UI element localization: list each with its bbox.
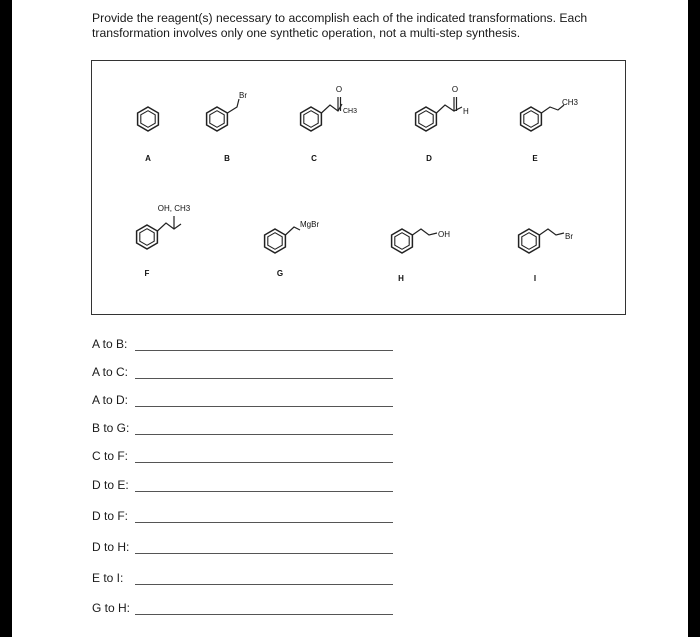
answer-label: D to E:	[92, 478, 129, 492]
compound-i	[519, 229, 574, 283]
oxygen-c: O	[335, 85, 343, 94]
sub-mgbr-g: MgBr	[300, 220, 320, 229]
right-black-border	[688, 0, 700, 637]
sub-ch3-e: CH3	[562, 98, 579, 107]
answer-label: D to H:	[92, 540, 130, 554]
answer-row-d-to-f	[92, 508, 402, 524]
sub-ch3-c: CH3	[343, 108, 358, 115]
label-a: A	[145, 154, 151, 163]
structures-svg	[92, 61, 627, 316]
answer-row-e-to-i	[92, 570, 402, 586]
answer-row-g-to-h	[92, 600, 402, 616]
left-black-border	[0, 0, 12, 637]
compound-a	[138, 107, 159, 163]
answer-blank[interactable]	[135, 553, 393, 554]
answer-blank[interactable]	[135, 462, 393, 463]
label-i: I	[533, 274, 537, 283]
compound-h	[392, 229, 451, 283]
answer-row-c-to-f	[92, 448, 402, 464]
answer-blank[interactable]	[135, 434, 393, 435]
answer-row-b-to-g	[92, 420, 402, 436]
answer-blank[interactable]	[135, 350, 393, 351]
compound-b	[207, 91, 248, 163]
answer-label: A to B:	[92, 337, 128, 351]
answer-label: G to H:	[92, 601, 131, 615]
label-h: H	[398, 274, 404, 283]
compound-e	[521, 98, 579, 163]
answer-row-a-to-b	[92, 336, 402, 352]
answer-blank[interactable]	[135, 522, 393, 523]
label-c: C	[311, 154, 317, 163]
sub-br-b: Br	[239, 91, 247, 100]
compound-g	[265, 220, 320, 278]
label-b: B	[224, 154, 230, 163]
sub-oh-ch3-f: OH, CH3	[157, 204, 191, 213]
label-f: F	[144, 269, 150, 278]
answer-blank[interactable]	[135, 614, 393, 615]
answer-blank[interactable]	[135, 584, 393, 585]
answer-label: A to C:	[92, 365, 129, 379]
answer-label: E to I:	[92, 571, 124, 585]
answer-blank[interactable]	[135, 378, 393, 379]
instructions-text: Provide the reagent(s) necessary to accomplish each of the indicated transformations. Each transformation involves only one synthetic operation, not a multi-step synthesis.	[92, 11, 588, 40]
label-d: D	[426, 154, 432, 163]
answer-row-a-to-c	[92, 364, 402, 380]
structures-box	[91, 60, 626, 315]
answer-row-a-to-d	[92, 392, 402, 408]
oxygen-d: O	[451, 85, 459, 94]
sub-oh-h: OH	[438, 230, 450, 239]
sub-h-d: H	[463, 107, 469, 116]
answer-row-d-to-h	[92, 539, 402, 555]
label-e: E	[532, 154, 538, 163]
answer-blank[interactable]	[135, 406, 393, 407]
answer-label: C to F:	[92, 449, 129, 463]
answer-label: D to F:	[92, 509, 129, 523]
compound-d	[416, 85, 469, 163]
answer-row-d-to-e	[92, 477, 402, 493]
compound-c	[301, 85, 358, 163]
sub-br-i: Br	[565, 232, 573, 241]
answer-blank[interactable]	[135, 491, 393, 492]
label-g: G	[276, 269, 284, 278]
answer-label: B to G:	[92, 421, 130, 435]
compound-f	[137, 204, 191, 278]
answer-label: A to D:	[92, 393, 129, 407]
